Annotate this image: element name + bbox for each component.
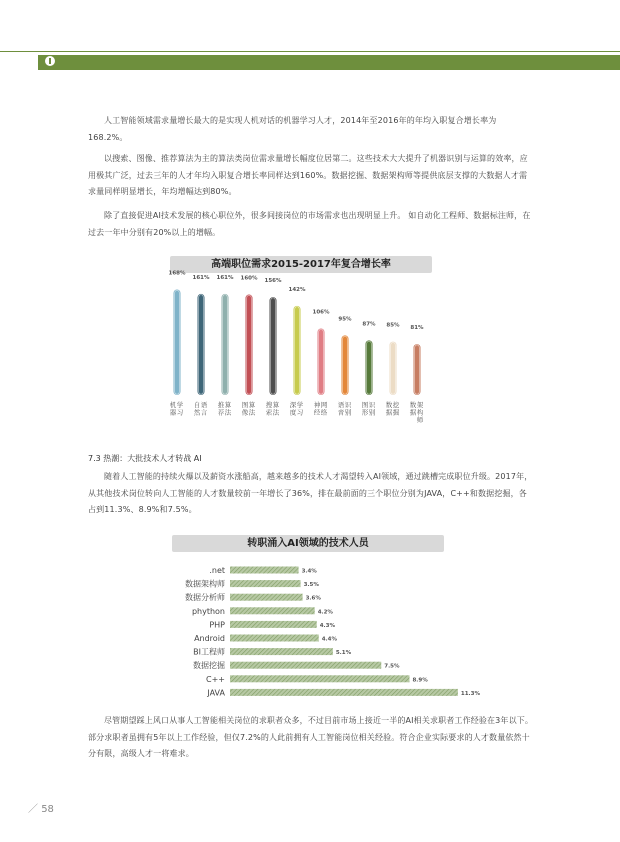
- category-label-2-0: 推: [217, 401, 225, 409]
- category-label-7-3: 别: [344, 408, 352, 417]
- category-label-8-1: 形: [361, 408, 369, 417]
- category-label-1-3: 言: [200, 408, 208, 417]
- page-number: [28, 800, 54, 815]
- chart2-title: 转职涌入AI领域的技术人员: [172, 535, 444, 552]
- category-label-10-2: 架: [416, 401, 424, 409]
- category-label-1-2: 语: [200, 401, 208, 409]
- category-label-1-1: 然: [193, 408, 201, 417]
- category-label-3-3: 法: [248, 408, 256, 417]
- value-label-0: 3.4%: [301, 568, 317, 575]
- header-rule: [0, 51, 620, 52]
- value-label-4: 156%: [264, 278, 282, 285]
- category-label-0-1: 器: [169, 408, 177, 417]
- category-label-2-3: 法: [224, 408, 232, 417]
- category-label-7-2: 识: [344, 401, 352, 409]
- bar-0: [230, 567, 299, 574]
- slash-icon: ／: [28, 804, 38, 815]
- bar-7: [230, 662, 381, 669]
- value-label-6: 106%: [312, 309, 330, 316]
- category-label-2-1: 荐: [217, 408, 225, 417]
- value-label-4: 4.3%: [319, 622, 335, 629]
- paragraph-experience: 尽管期望踩上风口从事人工智能相关岗位的求职者众多，不过目前市场上接近一半的AI相关求职者工作经验在3年以下。部分求职者虽拥有5年以上工作经验，但仅7.2%的人此前拥有人工智能岗位相关经验。符合企业实际要求的人才数量依然十分有限，高级人才一将难求。: [88, 716, 534, 758]
- category-label-1-0: 自: [193, 401, 201, 409]
- category-label-8-2: 识: [368, 401, 376, 409]
- category-label-9-3: 掘: [392, 408, 400, 417]
- category-label-2-2: 算: [224, 401, 232, 409]
- category-label-4: PHP: [209, 620, 225, 630]
- category-label-5-2: 学: [296, 401, 304, 409]
- category-label-10-0: 数: [409, 401, 417, 409]
- chart-high-end-growth: [163, 270, 463, 448]
- value-label-3: 160%: [240, 275, 258, 282]
- paragraph-indirect-jobs: 除了直接促进AI技术发展的核心职位外，很多间接岗位的市场需求也出现明显上升。 如自动化工程师、数据标注师，在过去一年中分别有20%以上的增幅。: [88, 211, 531, 237]
- paragraph-career-switch: 随着人工智能的持续火爆以及薪资水涨船高，越来越多的技术人才渴望转入AI领域，通过跳槽完成职位升级。2017年，从其他技术岗位转向人工智能的人才数量较前一年增长了36%，排在最前面的三个职位分别为JAVA，C++和数据挖掘，各占到11.3%、8.9%和7.5%。: [88, 472, 533, 514]
- category-label-4-1: 索: [265, 408, 273, 417]
- category-label-2: 数据分析师: [185, 593, 225, 603]
- value-label-0: 168%: [168, 270, 186, 277]
- category-label-0: .net: [209, 566, 225, 575]
- category-label-7-1: 音: [337, 408, 345, 417]
- category-label-9-1: 据: [385, 408, 393, 417]
- category-label-4-2: 算: [272, 401, 280, 409]
- category-label-6-2: 网: [320, 401, 328, 409]
- paragraph-algorithm-growth: 以搜索、图像、推荐算法为主的算法类岗位需求量增长幅度位居第二。这些技术大大提升了机器识别与运算的效率，应用极其广泛，过去三年的人才年均入职复合增长率同样达到160%。数据挖掘、数据架构师等提供底层支撑的大数据人才需求量同样明显增长，年均增幅达到80%。: [88, 154, 528, 196]
- value-label-2: 161%: [216, 274, 234, 281]
- value-label-7: 95%: [338, 316, 352, 323]
- value-label-8: 8.9%: [412, 677, 428, 684]
- value-label-8: 87%: [362, 321, 376, 328]
- category-label-3-1: 像: [241, 408, 249, 417]
- bar-8: [230, 675, 409, 682]
- value-label-9: 11.3%: [460, 690, 480, 697]
- bar-3: [230, 607, 315, 614]
- value-label-10: 81%: [410, 325, 424, 332]
- category-label-7-0: 语: [337, 401, 345, 409]
- category-label-10-3: 构: [416, 408, 424, 417]
- category-label-8-0: 图: [361, 401, 369, 409]
- category-label-5-0: 深: [289, 401, 297, 409]
- category-label-3-0: 图: [241, 401, 249, 409]
- category-label-6-3: 络: [320, 408, 328, 417]
- section-heading: 7.3 热潮：大批技术人才转战 AI: [88, 454, 202, 463]
- category-label-0-3: 习: [176, 408, 184, 417]
- category-label-6-0: 神: [313, 401, 321, 409]
- category-label-3: phython: [191, 606, 225, 616]
- category-label-0-2: 学: [176, 401, 184, 409]
- category-label-10-4: 师: [416, 416, 424, 424]
- category-label-10-1: 据: [409, 408, 417, 417]
- category-label-9-2: 挖: [392, 401, 400, 409]
- bar-2: [230, 594, 303, 601]
- category-label-3-2: 算: [248, 401, 256, 409]
- info-icon: [44, 55, 56, 67]
- value-label-2: 3.6%: [305, 595, 321, 602]
- header-band: [38, 55, 620, 70]
- value-label-9: 85%: [386, 322, 400, 329]
- category-label-5-3: 习: [296, 408, 304, 417]
- category-label-5-1: 度: [289, 408, 297, 417]
- bar-1: [230, 580, 301, 587]
- category-label-8: C++: [206, 674, 225, 684]
- category-label-4-3: 法: [272, 408, 280, 417]
- value-label-1: 3.5%: [303, 582, 319, 589]
- category-label-5: Android: [194, 634, 225, 643]
- value-label-1: 161%: [192, 274, 210, 281]
- category-label-0-0: 机: [169, 401, 177, 409]
- bar-6: [230, 648, 333, 655]
- value-label-6: 5.1%: [335, 650, 352, 657]
- value-label-7: 7.5%: [384, 663, 400, 670]
- chart1-title: 高端职位需求2015-2017年复合增长率: [170, 256, 432, 273]
- category-label-1: 数据架构师: [185, 579, 225, 589]
- bar-5: [230, 635, 319, 642]
- paragraph-ml-growth: 人工智能领域需求量增长最大的是实现人机对话的机器学习人才，2014年至2016年的年均入职复合增长率为168.2%。: [88, 116, 497, 142]
- category-label-9: JAVA: [207, 688, 225, 698]
- category-label-8-3: 别: [368, 408, 376, 417]
- value-label-5: 142%: [288, 286, 306, 293]
- category-label-9-0: 数: [385, 401, 393, 409]
- category-label-4-0: 搜: [265, 401, 273, 409]
- value-label-3: 4.2%: [317, 609, 333, 616]
- category-label-6-1: 经: [313, 408, 321, 417]
- category-label-7: 数据挖掘: [193, 661, 225, 671]
- category-label-6: BI工程师: [193, 647, 225, 657]
- bar-9: [230, 689, 458, 696]
- bar-4: [230, 621, 317, 628]
- value-label-5: 4.4%: [321, 636, 337, 643]
- page-number-text: 58: [41, 804, 54, 815]
- chart-career-switchers: [150, 559, 480, 707]
